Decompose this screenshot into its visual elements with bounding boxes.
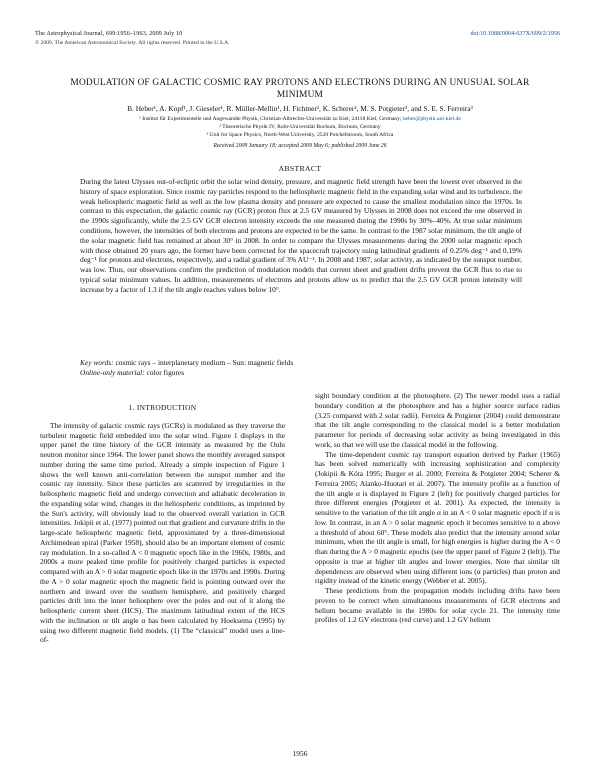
online-material-text: color figures	[146, 368, 185, 377]
doi-link[interactable]: doi:10.1088/0004-637X/699/2/1956	[470, 30, 560, 37]
left-column	[40, 391, 285, 645]
received-dates: Received 2009 January 18; accepted 2009 May 6; published 2009 June 26	[213, 143, 387, 149]
right-column	[315, 391, 560, 625]
keywords-text: cosmic rays – interplanetary medium – Sun: magnetic fields	[115, 358, 294, 367]
page-number: 1956	[292, 749, 308, 758]
abstract-heading: ABSTRACT	[278, 164, 322, 173]
abstract-text: During the latest Ulysses out-of-ecliptic orbit the solar wind density, pressure, and magnetic field strength have been the lowest ever observed in the history of space exploration. Since cosmic ray particles respond to the heliospheric magnetic field in the expanding solar wind and its turbulence, the weak heliospheric magnetic field as well as the low plasma density and pressure are expected to cause the smallest modulation since the 1970s. In contrast to this expectation, the galactic cosmic ray (GCR) proton flux at 2.5 GV measured by Ulysses in 2008 does not exceed the one observed in the 1990s significantly, while the 2.5 GV GCR electron intensity exceeds the one measured during the 1990s by 30%–40%. At true solar minimum conditions, however, the intensities of both electrons and protons are expected to be the same. In contrast to the 1987 solar minimum, the tilt angle of the solar magnetic field has remained at about 30° in 2008. In order to compare the Ulysses measurements during the 2000 solar magnetic epoch with those obtained 20 years ago, the former have been corrected for the spacecraft trajectory using latitudinal gradients of 0.25% deg⁻¹ and 0.19% deg⁻¹ for protons and electrons, respectively, and a radial gradient of 3% AU⁻¹. In 2008 and 1987, solar activity, as indicated by the sunspot number, was low. Thus, our observations confirm the prediction of modulation models that current sheet and gradient drifts prevent the GCR flux to rise to typical solar minimum values. In addition, measurements of electrons and protons allow us to predict that the 2.5 GV GCR proton intensity will increase by a factor of 1.3 if the tilt angle reaches values below 10°.	[80, 177, 522, 294]
right-paragraph-3: These predictions from the propagation models including drifts have been proven to be correct when simultaneous measurements of GCR electrons and helium became available in the 1980s for solar cycle 21. The intensity time profiles of 1.2 GV electrons (red curve) and 1.2 GV helium	[315, 586, 560, 625]
online-material-label: Online-only material:	[80, 368, 145, 377]
keywords-label: Key words:	[80, 358, 114, 367]
paper-title: MODULATION OF GALACTIC COSMIC RAY PROTONS AND ELECTRONS DURING AN UNUSUAL SOLAR MINIMUM	[70, 78, 530, 100]
author-email-link[interactable]: heber@physik.uni-kiel.de	[402, 116, 461, 122]
author-list: B. Heber¹, A. Kopf¹, J. Gieseler¹, R. Müller-Mellin¹, H. Fichtner², K. Scherer², M. S. Potgieter³, and S. E. S. Ferreira³	[127, 104, 473, 113]
keywords	[80, 358, 293, 367]
right-paragraph-1: sight boundary condition at the photosphere. (2) The newer model uses a radial boundary condition at the photosphere and has a higher source surface radius (3.25 compared with 2 solar radii). Ferreira & Potgieter (2004) could demonstrate that the tilt angle corresponding to the classical model is a better modulation parameter for periods of decreasing solar activity as being investigated in this work, so that we will use the classical model in the following.	[315, 391, 560, 449]
affiliation-3: ³ Unit for Space Physics, North-West University, 2520 Potchefstroom, South Africa	[206, 132, 394, 138]
online-material	[80, 368, 184, 377]
copyright-line: © 2009. The American Astronomical Society. All rights reserved. Printed in the U.S.A.	[35, 40, 230, 46]
journal-header: The Astrophysical Journal, 699:1956–1963, 2009 July 10	[35, 30, 183, 37]
affiliation-2: ² Theoretische Physik IV, Ruhr-Universität Bochum, Bochum, Germany	[219, 124, 381, 130]
abstract-body	[80, 177, 522, 295]
affiliation-1	[40, 115, 560, 123]
section-heading-introduction: 1. INTRODUCTION	[128, 403, 197, 412]
affiliation-1-text: ¹ Institut für Experimentelle und Angewandte Physik, Christian-Albrechts-Universität zu Kiel, 24118 Kiel, Germany;	[139, 116, 402, 122]
right-paragraph-2: The time-dependent cosmic ray transport equation derived by Parker (1965) has been solved numerically with increasing sophistication and complexity (Jokipii & Kóta 1995; Burger et al. 2000; Ferreira & Potgieter 2004; Scherer & Ferreira 2005; Alanko-Huotari et al. 2007). The intensity profile as a function of the tilt angle α is displayed in Figure 2 (left) for positively charged particles for three different energies (Potgieter et al. 2001). As expected, the intensity is sensitive to the variation of the tilt angle α in an A < 0 solar magnetic epoch if α is low. In contrast, in an A > 0 solar magnetic epoch it becomes sensitive to α above a threshold of about 60°. These models also predict that the intensity around solar minimum, when the tilt angle is small, for high energies is higher during the A < 0 than during the A > 0 magnetic epochs (see the upper panel of Figure 2 (left)). The opposite is true at higher tilt angles and lower energies. Note that similar tilt dependences are observed when using different ions (α particles) than proton and rigidity instead of the kinetic energy (Webber et al. 2005).	[315, 449, 560, 586]
doi-link-wrap	[470, 30, 560, 37]
intro-paragraph-1: The intensity of galactic cosmic rays (GCRs) is modulated as they traverse the turbulent magnetic field embedded into the solar wind. Figure 1 displays in the upper panel the time history of the GCR intensity as measured by the Oulu neutron monitor since 1964. The lower panel shows the monthly averaged sunspot number during the same time period. Already a simple inspection of Figure 1 shows the well known anti-correlation between the sunspot number and the cosmic ray intensity. Since these particles are scattered by irregularities in the heliospheric magnetic field and undergo convection and adiabatic deceleration in the expanding solar wind, changes in the heliospheric conditions, as imprinted by the Sun's activity, will obviously lead to the observed overall variation in GCR intensities. Jokipii et al. (1977) pointed out that gradient and curvature drifts in the large-scale heliospheric magnetic field, approximated by a three-dimensional Archimedean spiral (Parker 1958), should also be an important element of cosmic ray modulation. In a so-called A < 0 magnetic epoch like in the 1960s, 1980s, and 2000s a more peaked time profile for positively charged particles is expected compared with an A > 0 solar magnetic epoch like in the 1970s and 1990s. During the A > 0 solar magnetic epoch the magnetic field is pointing outward over the northern and inward over the southern hemisphere, and positively charged particles drift into the inner heliosphere over the poles and out of it along the heliospheric current sheet (HCS). The maximum latitudinal extent of the HCS with the inclination or tilt angle α has been calculated by Hoeksema (1995) by using two different magnetic field models. (1) The “classical” model uses a line-of-	[40, 420, 285, 645]
